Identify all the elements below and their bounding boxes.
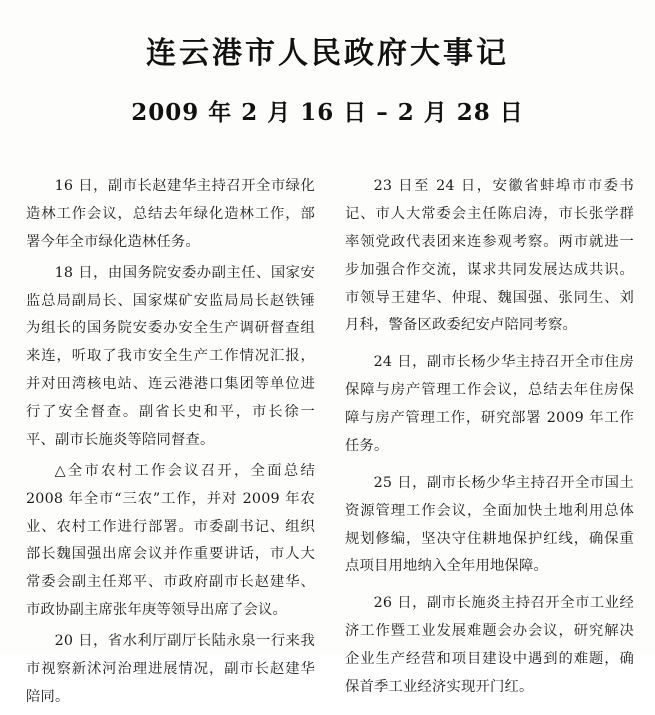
paragraph: 24 日，副市长杨少华主持召开全市住房保障与房产管理工作会议，总结去年住房保障与房产管理工作，研究部署 2009 年工作任务。 bbox=[345, 354, 634, 454]
paragraph: 18 日，由国务院安委办副主任、国家安监总局副局长、国家煤矿安监局局长赵铁锤为组长的国务院安委办安全生产调研督查组来连，听取了我市安全生产工作情况汇报，并对田湾核电站、连云港港口集团等单位进行了安全督查。副省长史和平，市长徐一平、副市长施炎等陪同督查。 bbox=[26, 264, 315, 448]
paragraph: 25 日，副市长杨少华主持召开全市国土资源管理工作会议，全面加快土地利用总体规划修编，坚决守住耕地保护红线，确保重点项目用地纳入全年用地保障。 bbox=[345, 474, 634, 575]
paragraph: 16 日，副市长赵建华主持召开全市绿化造林工作会议，总结去年绿化造林工作，部署今年全市绿化造林任务。 bbox=[26, 178, 315, 250]
two-column-body bbox=[26, 173, 634, 715]
page-title: 连云港市人民政府大事记 bbox=[146, 36, 509, 71]
paragraph: 20 日，省水利厅副厅长陆永泉一行来我市视察新沭河治理进展情况，副市长赵建华陪同。 bbox=[26, 633, 315, 705]
page-subtitle: 2009 年 2 月 16 日 – 2 月 28 日 bbox=[131, 99, 524, 126]
left-column bbox=[26, 173, 315, 715]
right-column bbox=[345, 173, 634, 715]
paragraph: 23 日至 24 日，安徽省蚌埠市市委书记、市人大常委会主任陈启涛，市长张学群率领党政代表团来连参观考察。两市就进一步加强合作交流，谋求共同发展达成共识。市领导王建华、仲琨、魏国强、张同生、刘月科，警备区政委纪安卢陪同考察。 bbox=[345, 178, 634, 334]
paragraph: 26 日，副市长施炎主持召开全市工业经济工作暨工业发展难题会办会议，研究解决企业生产经营和项目建设中遇到的难题，确保首季工业经济实现开门红。 bbox=[345, 595, 634, 695]
paragraph: △全市农村工作会议召开，全面总结 2008 年全市“三农”工作，并对 2009 年农业、农村工作进行部署。市委副书记、组织部长魏国强出席会议并作重要讲话，市人大常委会副主任郑平、市政府副市长赵建华、市政协副主席张年庚等领导出席了会议。 bbox=[26, 462, 315, 619]
